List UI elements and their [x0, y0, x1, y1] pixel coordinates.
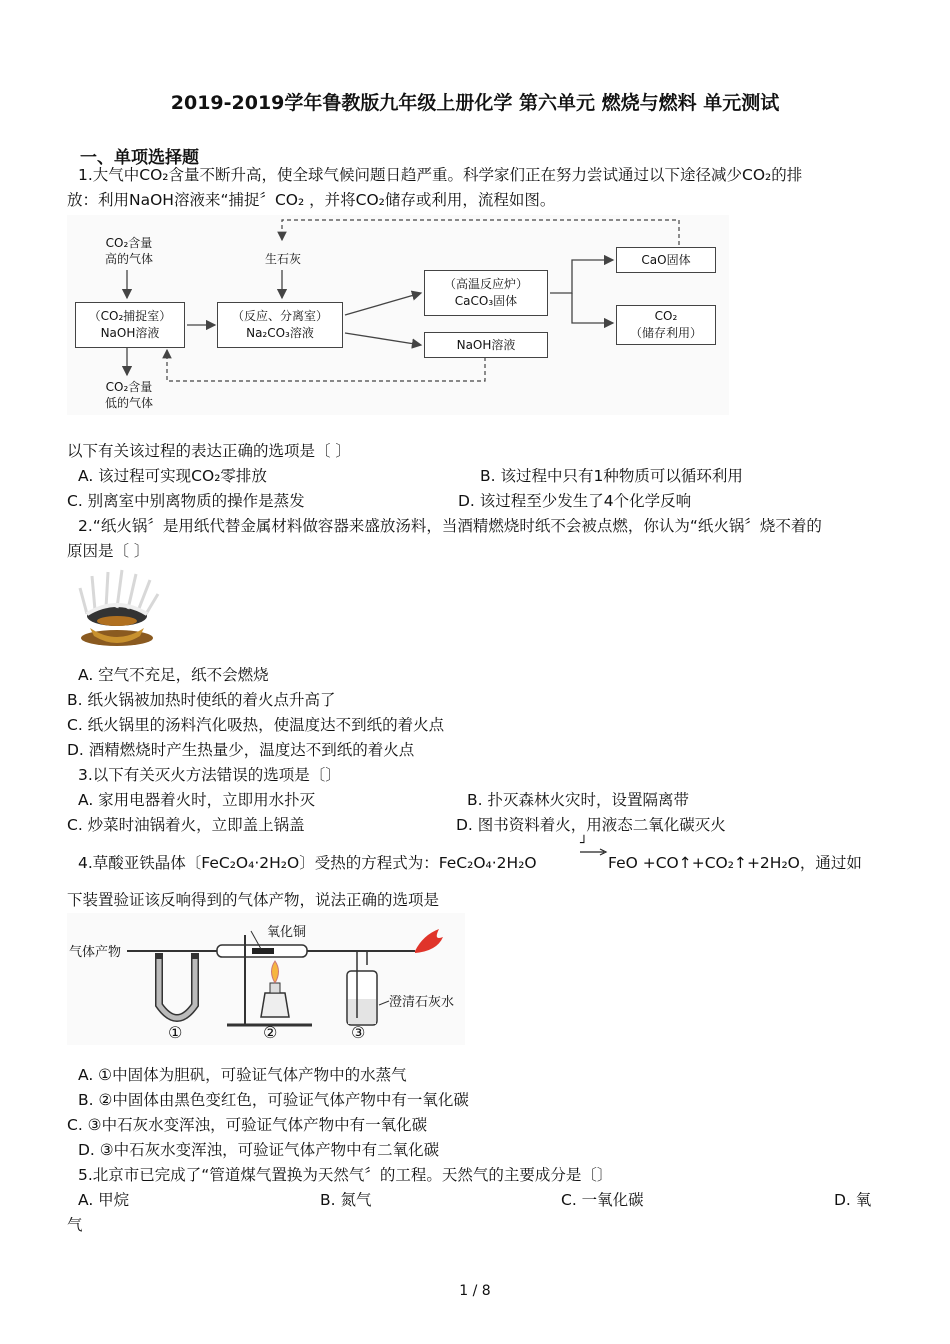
- page-number: 1 / 8: [459, 1283, 491, 1299]
- co2-storage-box: CO₂ （储存利用）: [616, 305, 716, 345]
- limewater-label: 澄清石灰水: [389, 995, 455, 1010]
- q3-option-c: C. 炒菜时油锅着火，立即盖上锅盖: [67, 816, 305, 834]
- q1-stem-line1: 1.大气中CO₂含量不断升高，使全球气候问题日趋严重。科学家们正在努力尝试通过以下途径减少CO₂的排: [78, 166, 803, 184]
- q5-option-d-wrap: 气: [67, 1216, 83, 1234]
- q2-option-b: B. 纸火锅被加热时使纸的着火点升高了: [67, 691, 336, 709]
- q5-option-b: B. 氮气: [320, 1191, 372, 1209]
- q4-option-a: A. ①中固体为胆矾，可验证气体产物中的水蒸气: [78, 1066, 407, 1084]
- gas-product-label: 气体产物: [69, 945, 122, 960]
- q5-option-c: C. 一氧化碳: [561, 1191, 644, 1209]
- reaction-arrow-mark: ┘: [580, 836, 588, 851]
- apparatus-number-2: ②: [263, 1023, 278, 1042]
- q2-stem-line1: 2.“纸火锅〞是用纸代替金属材料做容器来盛放汤料，当酒精燃烧时纸不会被点燃，你认为“纸火锅〞烧不着的: [78, 517, 822, 535]
- q2-option-c: C. 纸火锅里的汤料汽化吸热，使温度达不到纸的着火点: [67, 716, 445, 734]
- input-gas-label: CO₂含量 高的气体: [104, 236, 153, 266]
- q1-stem-line2: 放：利用NaOH溶液来“捕捉〞CO₂ ，并将CO₂储存或利用，流程如图。: [67, 191, 556, 209]
- q5-stem: 5.北京市已完成了“管道煤气置换为天然气〞的工程。天然气的主要成分是〔〕: [78, 1166, 613, 1184]
- quicklime-label: 生石灰: [264, 252, 301, 266]
- paper-hotpot-drawing: [70, 566, 165, 648]
- q3-option-a: A. 家用电器着火时，立即用水扑灭: [78, 791, 316, 809]
- q3-stem: 3.以下有关灭火方法错误的选项是〔〕: [78, 766, 341, 784]
- document-title: 2019-2019学年鲁教版九年级上册化学 第六单元 燃烧与燃料 单元测试: [170, 92, 780, 114]
- apparatus-number-1: ①: [168, 1023, 183, 1042]
- output-gas-label: CO₂含量 低的气体: [104, 380, 153, 410]
- q2-option-a: A. 空气不充足，纸不会燃烧: [78, 666, 269, 684]
- q1-option-c: C. 别离室中别离物质的操作是蒸发: [67, 492, 305, 510]
- q4-stem-line1a: 4.草酸亚铁晶体〔FeC₂O₄·2H₂O〕受热的方程式为：FeC₂O₄·2H₂O: [78, 854, 537, 872]
- q2-option-d: D. 酒精燃烧时产生热量少，温度达不到纸的着火点: [67, 741, 415, 759]
- heat-arrow-icon: [578, 846, 610, 858]
- capture-chamber-box: （CO₂捕捉室） NaOH溶液: [75, 302, 185, 348]
- paper-hotpot-image: [70, 566, 165, 648]
- q5-option-d: D. 氧: [834, 1191, 872, 1209]
- q2-stem-line2: 原因是〔 〕: [67, 542, 150, 560]
- section-heading: 一、单项选择题: [80, 148, 199, 168]
- q4-option-c: C. ③中石灰水变浑浊，可验证气体产物中有一氧化碳: [67, 1116, 428, 1134]
- furnace-box: （高温反应炉） CaCO₃固体: [424, 270, 548, 316]
- q3-option-b: B. 扑灭森林火灾时，设置隔离带: [467, 791, 689, 809]
- q1-prompt: 以下有关该过程的表达正确的选项是〔 〕: [67, 442, 351, 460]
- q1-option-a: A. 该过程可实现CO₂零排放: [78, 467, 267, 485]
- q4-apparatus-figure: [67, 913, 465, 1045]
- q1-flowchart: [67, 215, 729, 415]
- q5-option-a: A. 甲烷: [78, 1191, 130, 1209]
- naoh-solution-box: NaOH溶液: [424, 332, 548, 358]
- q4-stem-line1b: FeO +CO↑+CO₂↑+2H₂O，通过如: [608, 854, 862, 872]
- q1-option-b: B. 该过程中只有1种物质可以循环利用: [480, 467, 743, 485]
- copper-oxide-label: 氧化铜: [267, 925, 307, 940]
- cao-solid-box: CaO固体: [616, 247, 716, 273]
- q1-option-d: D. 该过程至少发生了4个化学反响: [458, 492, 692, 510]
- apparatus-number-3: ③: [351, 1023, 366, 1042]
- q4-option-d: D. ③中石灰水变浑浊，可验证气体产物中有二氧化碳: [78, 1141, 440, 1159]
- q4-stem-line2: 下装置验证该反响得到的气体产物，说法正确的选项是: [67, 891, 440, 909]
- reaction-chamber-box: （反应、分离室） Na₂CO₃溶液: [217, 302, 343, 348]
- q4-option-b: B. ②中固体由黑色变红色，可验证气体产物中有一氧化碳: [78, 1091, 469, 1109]
- q3-option-d: D. 图书资料着火，用液态二氧化碳灭火: [456, 816, 726, 834]
